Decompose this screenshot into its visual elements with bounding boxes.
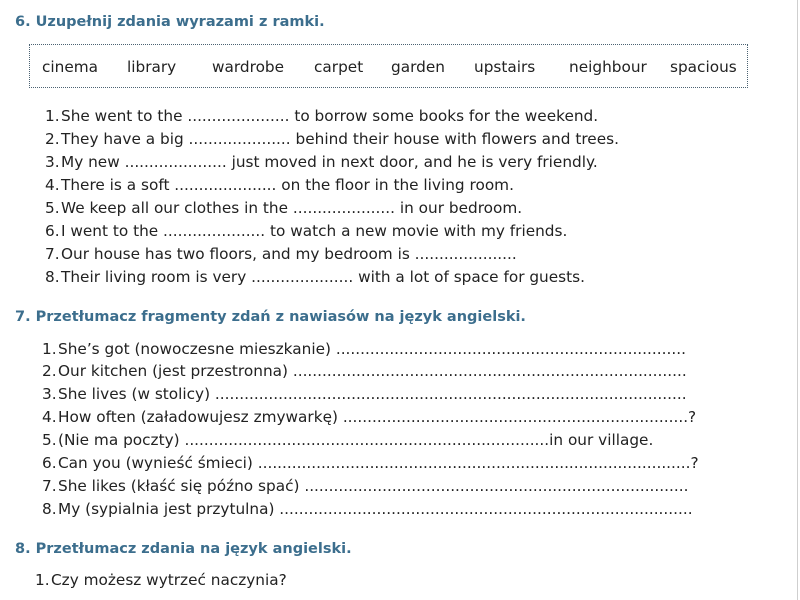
item-number: 5. <box>45 199 60 217</box>
item-number: 1. <box>45 107 60 125</box>
word-box-item: garden <box>391 58 445 76</box>
item-number: 4. <box>45 176 60 194</box>
item-number: 1. <box>35 571 50 589</box>
word-box-item: upstairs <box>474 58 536 76</box>
item-sentence: She’s got (nowoczesne mieszkanie) ........................................................................ <box>58 340 686 358</box>
item-sentence: My new ..................... just moved in next door, and he is very friendly. <box>61 153 598 171</box>
word-box-item: neighbour <box>569 58 647 76</box>
word-box-item: wardrobe <box>212 58 285 76</box>
item-sentence: We keep all our clothes in the ..................... in our bedroom. <box>61 199 523 217</box>
item-sentence: Can you (wynieść śmieci) .........................................................................................? <box>58 454 699 472</box>
word-box-item: spacious <box>670 58 737 76</box>
item-number: 6. <box>45 222 60 240</box>
item-number: 2. <box>42 362 57 380</box>
item-sentence: My (sypialnia jest przytulna) ..................................................................................... <box>58 500 693 518</box>
word-box <box>29 44 748 88</box>
word-box-item: cinema <box>42 58 99 76</box>
item-sentence: Our house has two floors, and my bedroom is ..................... <box>61 245 517 263</box>
item-sentence: Our kitchen (jest przestronna) ................................................................................. <box>58 362 687 380</box>
word-box-item: library <box>127 58 177 76</box>
exercise-7-title: 7. Przetłumacz fragmenty zdań z nawiasów na język angielski. <box>15 309 526 325</box>
item-sentence: How often (załadowujesz zmywarkę) .......................................................................? <box>58 408 697 426</box>
item-sentence: Czy możesz wytrzeć naczynia? <box>51 571 287 589</box>
item-number: 7. <box>45 245 60 263</box>
item-number: 6. <box>42 454 57 472</box>
word-box-item: carpet <box>314 58 364 76</box>
item-sentence: There is a soft ..................... on the floor in the living room. <box>61 176 514 194</box>
item-number: 8. <box>45 268 60 286</box>
item-number: 1. <box>42 340 57 358</box>
item-sentence: They have a big ..................... behind their house with flowers and trees. <box>61 130 619 148</box>
item-number: 2. <box>45 130 60 148</box>
page-edge-line <box>797 0 798 600</box>
item-number: 5. <box>42 431 57 449</box>
item-sentence: (Nie ma poczty) ...........................................................................in our village. <box>58 431 654 449</box>
exercise-6-title: 6. Uzupełnij zdania wyrazami z ramki. <box>15 14 325 30</box>
item-sentence: I went to the ..................... to watch a new movie with my friends. <box>61 222 568 240</box>
exercise-8-title: 8. Przetłumacz zdania na język angielski. <box>15 541 352 557</box>
item-number: 7. <box>42 477 57 495</box>
item-number: 3. <box>45 153 60 171</box>
item-number: 8. <box>42 500 57 518</box>
item-number: 4. <box>42 408 57 426</box>
item-sentence: Their living room is very ..................... with a lot of space for guests. <box>61 268 585 286</box>
item-sentence: She lives (w stolicy) ................................................................................................. <box>58 385 687 403</box>
item-number: 3. <box>42 385 57 403</box>
item-sentence: She likes (kłaść się późno spać) ............................................................................... <box>58 477 689 495</box>
item-sentence: She went to the ..................... to borrow some books for the weekend. <box>61 107 599 125</box>
